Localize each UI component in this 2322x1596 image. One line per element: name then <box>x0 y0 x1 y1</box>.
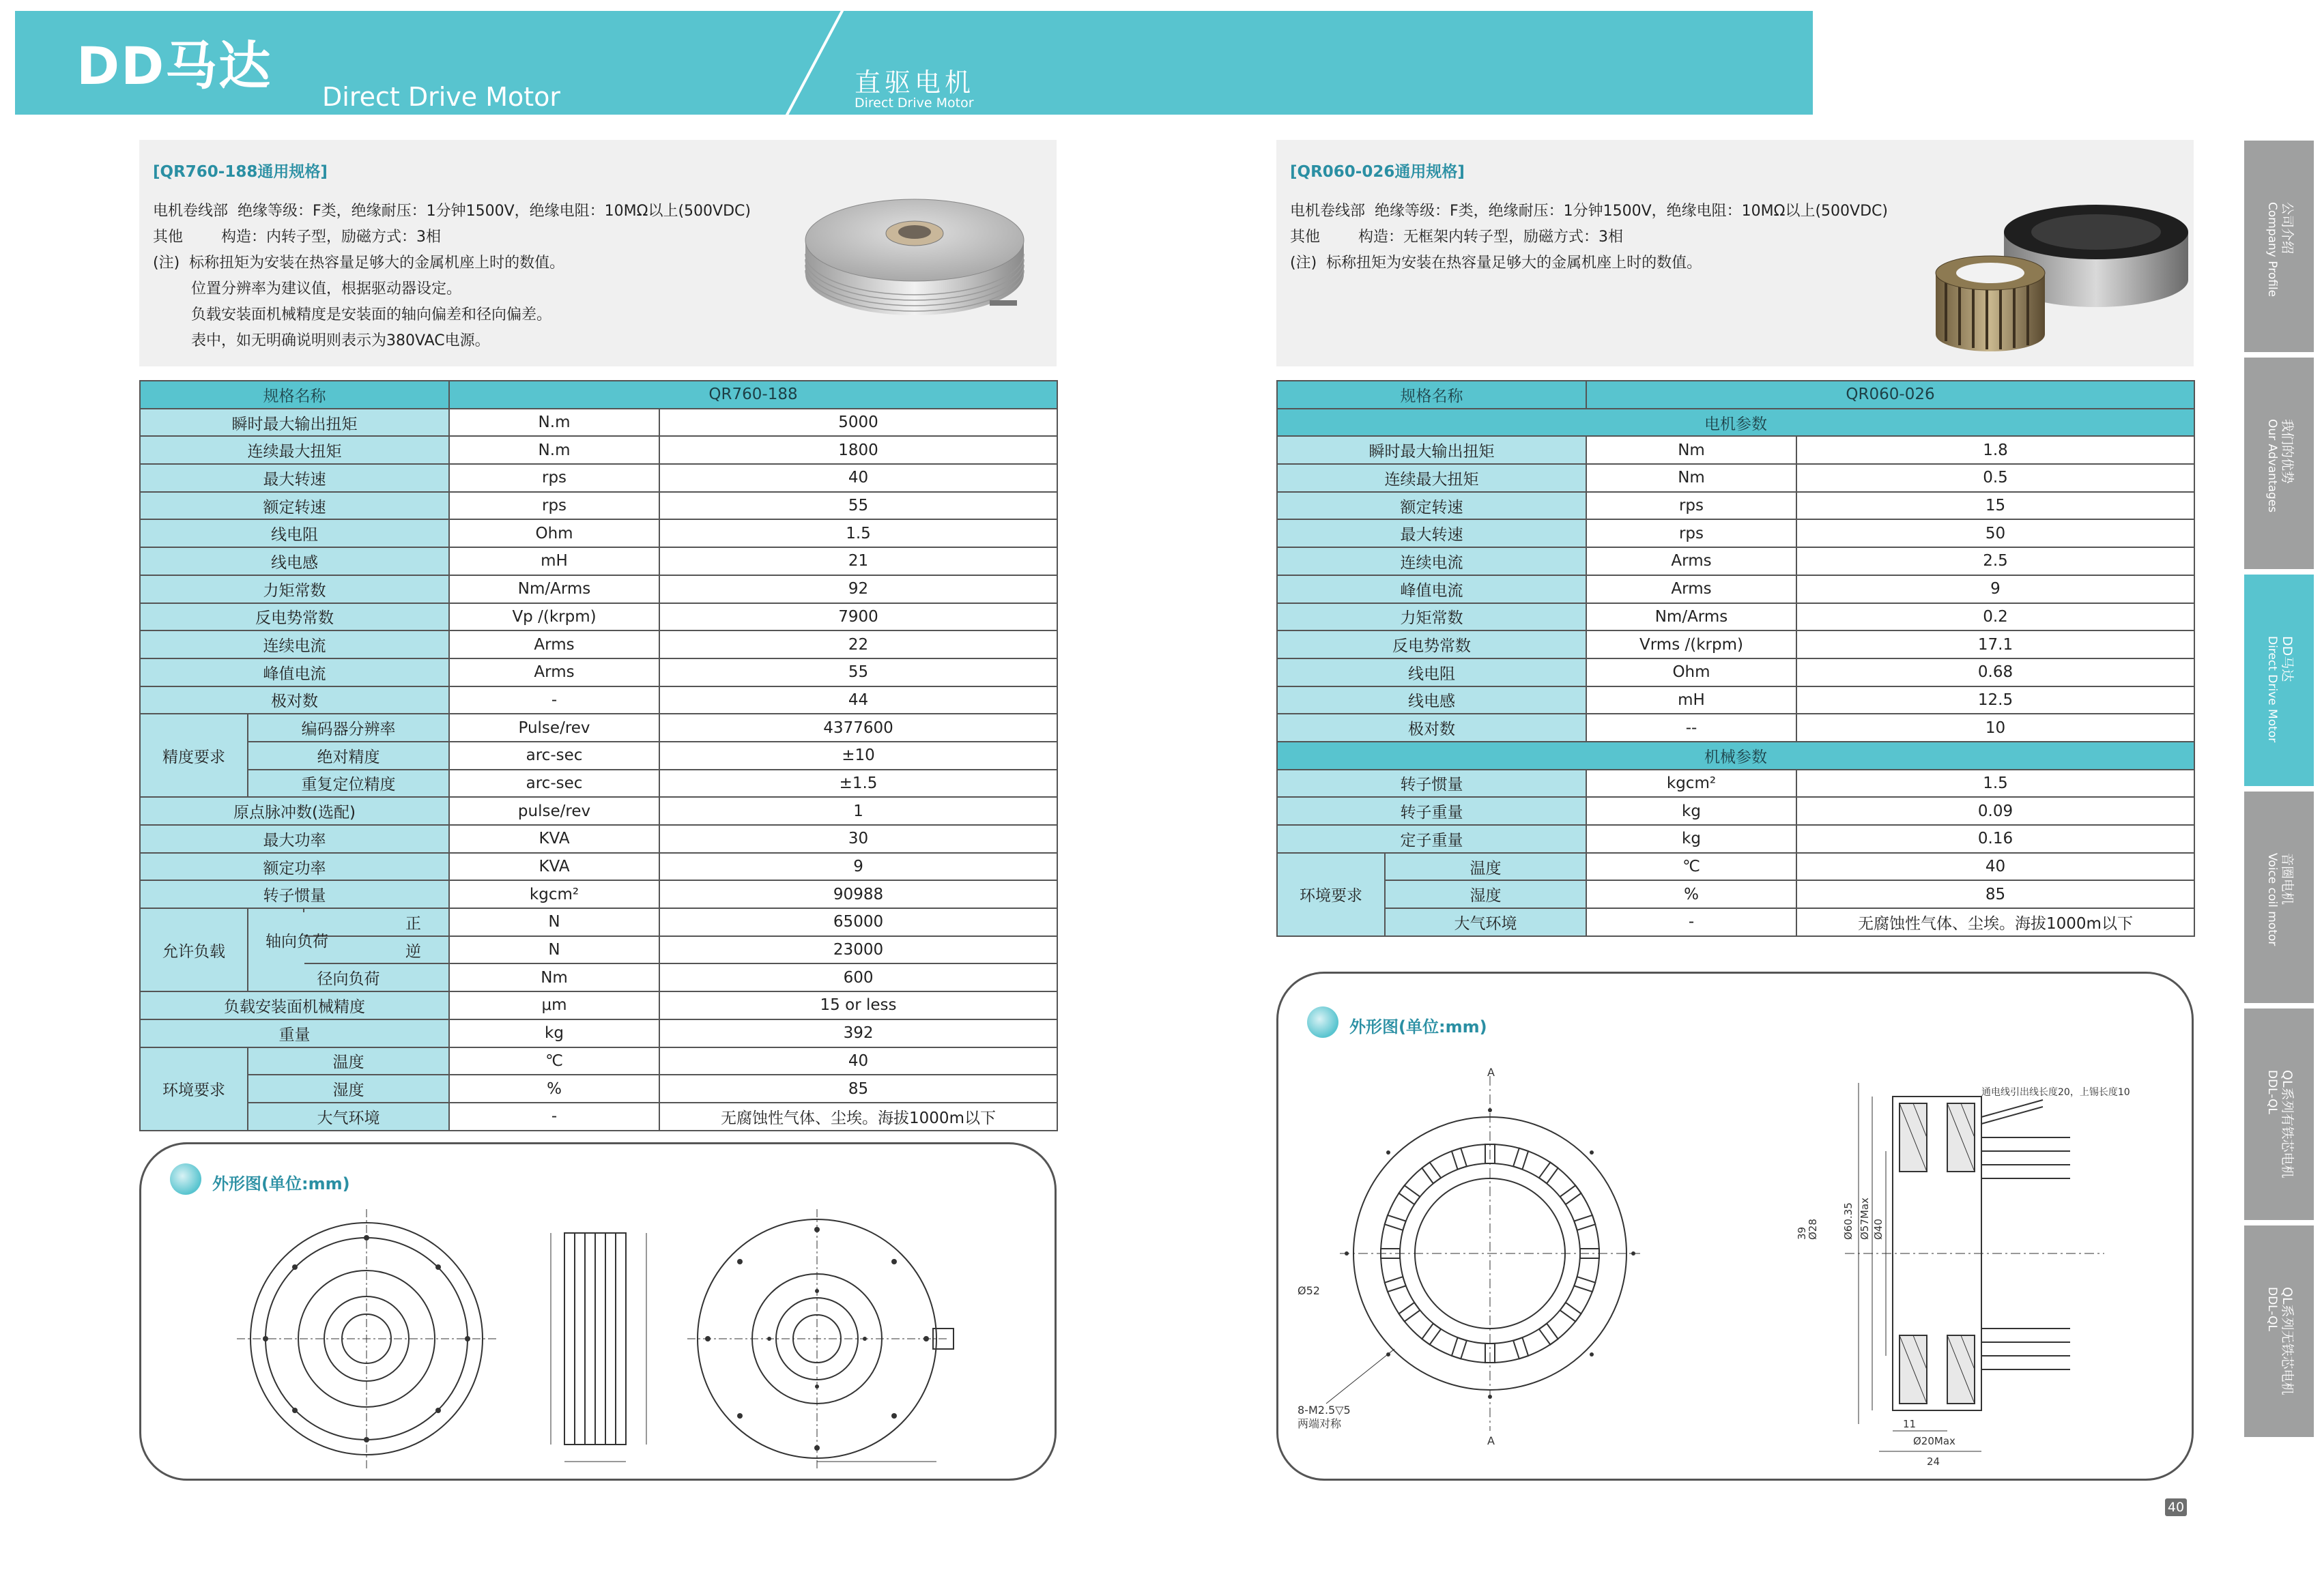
param-unit: kgcm² <box>449 880 659 908</box>
param-value: 1.5 <box>1796 770 2194 798</box>
param-unit: Arms <box>1586 575 1796 603</box>
param-name: 最大转速 <box>140 464 449 492</box>
left-spec-title: [QR760-188通用规格] <box>153 163 328 181</box>
param-value: 10 <box>1796 714 2194 742</box>
param-name: 温度 <box>1385 853 1586 881</box>
param-value: 55 <box>659 658 1057 686</box>
section-bullet-icon <box>1307 1006 1338 1038</box>
param-name: 额定转速 <box>1277 492 1586 520</box>
param-value: 40 <box>659 1047 1057 1075</box>
side-tab-our-advantages[interactable] <box>2244 358 2314 575</box>
param-unit: mH <box>449 547 659 575</box>
dim-label: 通电线引出线长度20，上锡长度10 <box>1981 1087 2130 1098</box>
note-line: 表中，如无明确说明则表示为380VAC电源。 <box>153 332 490 349</box>
param-name: 编码器分辨率 <box>248 714 449 742</box>
param-value: 7900 <box>659 603 1057 631</box>
param-value: 4377600 <box>659 714 1057 742</box>
param-name: 最大转速 <box>1277 519 1586 547</box>
param-unit: kg <box>449 1019 659 1047</box>
param-unit: Ohm <box>449 519 659 547</box>
qr060-motor-image <box>1929 205 2188 355</box>
param-unit: Nm <box>449 963 659 991</box>
param-name: 连续最大扭矩 <box>1277 464 1586 492</box>
note-line: 电机卷线部 绝缘等级：F类，绝缘耐压：1分钟1500V，绝缘电阻：10MΩ以上(500VDC) <box>153 203 751 220</box>
tab-label-en: Direct Drive Motor <box>2265 636 2279 743</box>
page-header <box>15 11 1813 115</box>
stator-slot <box>1560 1303 1581 1322</box>
param-unit: KVA <box>449 853 659 881</box>
param-name: 转子惯量 <box>1277 770 1586 798</box>
param-value: 无腐蚀性气体、尘埃。海拔1000m以下 <box>659 1103 1057 1131</box>
param-unit: rps <box>449 464 659 492</box>
param-unit: mH <box>1586 686 1796 714</box>
param-value: 15 <box>1796 492 2194 520</box>
side-tab-voice-coil-motor[interactable] <box>2244 792 2314 1009</box>
param-value: 1.8 <box>1796 436 2194 464</box>
param-unit: -- <box>1586 714 1796 742</box>
param-value: 0.16 <box>1796 825 2194 853</box>
param-value: 0.68 <box>1796 658 2194 686</box>
group-label: 允许负载 <box>140 908 248 991</box>
param-name: 负载安装面机械精度 <box>140 991 449 1019</box>
param-unit: rps <box>1586 519 1796 547</box>
param-value: 44 <box>659 686 1057 714</box>
param-value: 无腐蚀性气体、尘埃。海拔1000m以下 <box>1796 908 2194 936</box>
note-line: 电机卷线部 绝缘等级：F类，绝缘耐压：1分钟1500V，绝缘电阻：10MΩ以上(500VDC) <box>1290 203 1888 220</box>
param-name: 瞬时最大输出扭矩 <box>140 409 449 437</box>
param-name: 线电感 <box>140 547 449 575</box>
param-name: 湿度 <box>1385 880 1586 908</box>
param-unit: Nm/Arms <box>1586 603 1796 631</box>
axial-load-label <box>248 912 328 967</box>
tab-label-cn: QL系列有铁芯电机 <box>2280 1070 2295 1178</box>
stator-slot <box>1422 1324 1441 1345</box>
param-value: 9 <box>1796 575 2194 603</box>
param-unit: Pulse/rev <box>449 714 659 742</box>
qr060-spec-table <box>1276 380 2195 937</box>
qr760-outline-drawing <box>139 1142 1057 1481</box>
side-nav <box>2244 141 2314 1442</box>
param-unit: μm <box>449 991 659 1019</box>
group-label: 精度要求 <box>140 714 248 797</box>
param-name: 逆 <box>304 936 449 964</box>
param-name: 线电阻 <box>1277 658 1586 686</box>
param-name: 瞬时最大输出扭矩 <box>1277 436 1586 464</box>
param-unit: % <box>449 1075 659 1103</box>
param-value: 50 <box>1796 519 2194 547</box>
param-value: 90988 <box>659 880 1057 908</box>
param-name: 反电势常数 <box>1277 630 1586 658</box>
param-name: 连续最大扭矩 <box>140 436 449 464</box>
param-value: 1 <box>659 797 1057 825</box>
param-value: 65000 <box>659 908 1057 936</box>
header-divider <box>780 11 846 115</box>
param-unit: pulse/rev <box>449 797 659 825</box>
param-name: 重复定位精度 <box>248 770 449 798</box>
stator-slot <box>1539 1162 1558 1183</box>
param-unit: arc-sec <box>449 770 659 798</box>
stator-slot <box>1452 1337 1467 1359</box>
param-value: 5000 <box>659 409 1057 437</box>
section-mechanical: 机械参数 <box>1277 742 2194 770</box>
stator-slot <box>1560 1185 1581 1204</box>
dim-label: Ø60.35 <box>1842 1202 1854 1240</box>
param-value: 600 <box>659 963 1057 991</box>
param-unit: kg <box>1586 797 1796 825</box>
param-value: 392 <box>659 1019 1057 1047</box>
param-name: 转子重量 <box>1277 797 1586 825</box>
param-unit: - <box>1586 908 1796 936</box>
param-name: 原点脉冲数(选配) <box>140 797 449 825</box>
param-name: 连续电流 <box>140 630 449 658</box>
param-name: 大气环境 <box>1385 908 1586 936</box>
right-spec-title: [QR060-026通用规格] <box>1290 163 1465 181</box>
dim-label: 24 <box>1927 1455 1940 1468</box>
param-name: 湿度 <box>248 1075 449 1103</box>
param-unit: kg <box>1586 825 1796 853</box>
param-value: 1800 <box>659 436 1057 464</box>
param-name: 极对数 <box>1277 714 1586 742</box>
side-tab-ql-iron-core[interactable] <box>2244 1009 2314 1225</box>
param-value: 40 <box>659 464 1057 492</box>
param-name: 温度 <box>248 1047 449 1075</box>
drawing-title: 外形图(单位:mm) <box>212 1174 350 1193</box>
tab-label-en: DDL-QL <box>2265 1287 2279 1331</box>
section-electric: 电机参数 <box>1277 409 2194 437</box>
stator-slot <box>1513 1337 1528 1359</box>
dim-label: Ø28 <box>1807 1219 1819 1240</box>
param-value: 23000 <box>659 936 1057 964</box>
param-value: 12.5 <box>1796 686 2194 714</box>
tab-label-cn: 公司介绍 <box>2280 202 2295 255</box>
param-unit: rps <box>449 492 659 520</box>
header-title: DD马达 <box>76 35 272 96</box>
param-value: 30 <box>659 825 1057 853</box>
note-line: (注) 标称扭矩为安装在热容量足够大的金属机座上时的数值。 <box>1290 255 1702 272</box>
param-unit: ℃ <box>1586 853 1796 881</box>
param-name: 额定转速 <box>140 492 449 520</box>
param-value: 15 or less <box>659 991 1057 1019</box>
param-unit: Nm/Arms <box>449 575 659 603</box>
header-model: QR060-026 <box>1586 381 2194 409</box>
param-value: 0.09 <box>1796 797 2194 825</box>
header-name: 规格名称 <box>140 381 449 409</box>
param-unit: N.m <box>449 409 659 437</box>
param-unit: % <box>1586 880 1796 908</box>
side-tab-direct-drive-motor[interactable] <box>2244 575 2314 792</box>
param-name: 线电感 <box>1277 686 1586 714</box>
param-value: 2.5 <box>1796 547 2194 575</box>
dim-label: 两端对称 <box>1298 1417 1342 1430</box>
param-name: 反电势常数 <box>140 603 449 631</box>
param-value: 22 <box>659 630 1057 658</box>
tab-label-cn: 我们的优势 <box>2280 419 2295 484</box>
dim-label: 11 <box>1903 1418 1917 1430</box>
param-name: 连续电流 <box>1277 547 1586 575</box>
note-line: 其他 构造：内转子型，励磁方式：3相 <box>153 229 441 246</box>
drawing-title: 外形图(单位:mm) <box>1349 1017 1487 1036</box>
param-value: 40 <box>1796 853 2194 881</box>
param-value: ±1.5 <box>659 770 1057 798</box>
param-value: 55 <box>659 492 1057 520</box>
param-name: 定子重量 <box>1277 825 1586 853</box>
group-label: 环境要求 <box>140 1047 248 1131</box>
param-value: 1.5 <box>659 519 1057 547</box>
param-unit: rps <box>1586 492 1796 520</box>
stator-slot <box>1399 1185 1420 1204</box>
stator-slot <box>1574 1277 1595 1292</box>
dim-label: Ø20Max <box>1913 1435 1955 1447</box>
param-name: 峰值电流 <box>1277 575 1586 603</box>
note-line: 位置分辨率为建议值，根据驱动器设定。 <box>153 280 461 298</box>
param-name: 重量 <box>140 1019 449 1047</box>
header-name: 规格名称 <box>1277 381 1586 409</box>
param-name: 极对数 <box>140 686 449 714</box>
dim-label: Ø40 <box>1872 1219 1884 1240</box>
param-name: 转子惯量 <box>140 880 449 908</box>
param-unit: Nm <box>1586 464 1796 492</box>
tab-label-en: Our Advantages <box>2265 419 2279 513</box>
axial-load-text: 轴向负荷 <box>266 932 328 951</box>
param-value: 85 <box>659 1075 1057 1103</box>
tab-label-cn: DD马达 <box>2280 636 2295 682</box>
param-value: 0.5 <box>1796 464 2194 492</box>
note-line: 负载安装面机械精度是安装面的轴向偏差和径向偏差。 <box>153 306 551 323</box>
param-value: 17.1 <box>1796 630 2194 658</box>
tab-label-en: Company Profile <box>2265 202 2279 298</box>
param-unit: Arms <box>449 658 659 686</box>
stator-slot <box>1385 1277 1406 1292</box>
param-name: 线电阻 <box>140 519 449 547</box>
right-spec-notes <box>1290 199 1888 276</box>
side-tab-company-profile[interactable] <box>2244 141 2314 358</box>
dim-label: A <box>1487 1434 1495 1447</box>
param-unit: - <box>449 1103 659 1131</box>
header-subtitle: Direct Drive Motor <box>322 82 561 112</box>
param-unit: N <box>449 908 659 936</box>
param-unit: arc-sec <box>449 742 659 770</box>
param-unit: Vp /(krpm) <box>449 603 659 631</box>
dim-label: 39 <box>1796 1226 1808 1240</box>
group-label: 环境要求 <box>1277 853 1385 936</box>
dim-label: 8-M2.5▽5 <box>1298 1404 1351 1417</box>
stator-slot <box>1422 1162 1441 1183</box>
param-value: 21 <box>659 547 1057 575</box>
dim-label: Ø57Max <box>1859 1198 1871 1240</box>
param-unit: N.m <box>449 436 659 464</box>
param-unit: - <box>449 686 659 714</box>
param-value: 92 <box>659 575 1057 603</box>
param-name: 力矩常数 <box>140 575 449 603</box>
stator-slot <box>1452 1148 1467 1170</box>
tab-label-en: Voice coil motor <box>2265 853 2279 946</box>
note-line: 其他 构造：无框架内转子型，励磁方式：3相 <box>1290 229 1623 246</box>
stator-slot <box>1513 1148 1528 1170</box>
dim-label: Ø52 <box>1298 1284 1320 1297</box>
page-number: 40 <box>2165 1498 2187 1516</box>
stator-slot <box>1574 1215 1595 1230</box>
param-name: 峰值电流 <box>140 658 449 686</box>
technical-drawing <box>1285 1035 2186 1472</box>
stator-slot <box>1399 1303 1420 1322</box>
technical-drawing <box>182 1192 1015 1472</box>
param-unit: Arms <box>449 630 659 658</box>
tab-label-en: DDL-QL <box>2265 1070 2279 1114</box>
param-name: 力矩常数 <box>1277 603 1586 631</box>
param-name: 最大功率 <box>140 825 449 853</box>
dim-label: A <box>1487 1066 1495 1079</box>
note-line: (注) 标称扭矩为安装在热容量足够大的金属机座上时的数值。 <box>153 255 565 272</box>
tab-label-cn: 音圈电机 <box>2280 853 2295 905</box>
left-spec-notes <box>153 199 751 354</box>
param-unit: Vrms /(krpm) <box>1586 630 1796 658</box>
param-name: 大气环境 <box>248 1103 449 1131</box>
param-unit: ℃ <box>449 1047 659 1075</box>
param-unit: KVA <box>449 825 659 853</box>
side-tab-ql-ironless[interactable] <box>2244 1225 2314 1442</box>
param-name: 绝对精度 <box>248 742 449 770</box>
param-name: 正 <box>304 908 449 936</box>
param-value: ±10 <box>659 742 1057 770</box>
param-unit: Arms <box>1586 547 1796 575</box>
section-bullet-icon <box>170 1163 201 1195</box>
tab-label-cn: QL系列无铁芯电机 <box>2280 1287 2295 1395</box>
param-unit: N <box>449 936 659 964</box>
param-value: 9 <box>659 853 1057 881</box>
param-unit: Ohm <box>1586 658 1796 686</box>
param-name: 额定功率 <box>140 853 449 881</box>
param-name: 径向负荷 <box>248 963 449 991</box>
param-unit: kgcm² <box>1586 770 1796 798</box>
param-value: 85 <box>1796 880 2194 908</box>
header-right-subtitle: Direct Drive Motor <box>855 96 974 111</box>
qr760-motor-image <box>799 186 1031 329</box>
qr060-outline-drawing <box>1276 972 2194 1481</box>
header-right-title: 直驱电机 <box>855 68 975 98</box>
qr760-spec-table <box>139 380 1058 1131</box>
header-model: QR760-188 <box>449 381 1057 409</box>
param-unit: Nm <box>1586 436 1796 464</box>
param-value: 0.2 <box>1796 603 2194 631</box>
stator-slot <box>1539 1324 1558 1345</box>
stator-slot <box>1385 1215 1406 1230</box>
